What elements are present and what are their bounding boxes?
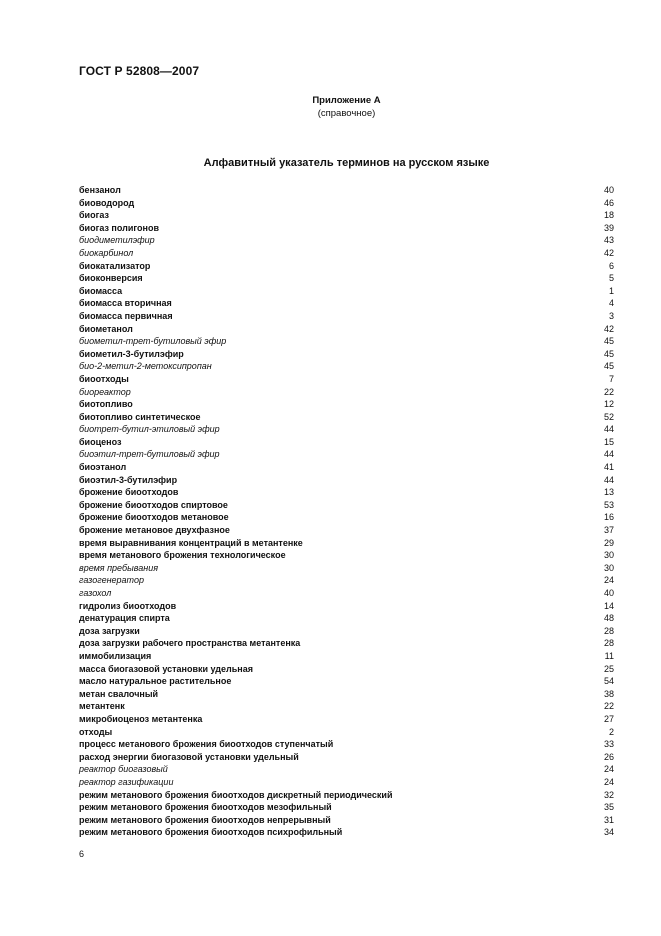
- index-entry-page: 30: [603, 550, 614, 561]
- index-entry-term: биодиметилэфир: [79, 235, 155, 246]
- index-entry-page: 41: [603, 462, 614, 473]
- index-entry: [79, 423, 614, 436]
- index-entry-term: биокатализатор: [79, 260, 151, 271]
- index-entry: [79, 335, 614, 348]
- index-entry-term: брожение биоотходов спиртовое: [79, 499, 228, 510]
- index-entry: [79, 562, 614, 575]
- index-entry-page: 15: [603, 436, 614, 447]
- index-entry: [79, 663, 614, 676]
- index-entry: [79, 789, 614, 802]
- index-entry-page: 30: [603, 562, 614, 573]
- index-entry-term: денатурация спирта: [79, 613, 170, 624]
- index-entry-term: биомасса: [79, 285, 123, 296]
- index-entry: [79, 486, 614, 499]
- index-entry: [79, 688, 614, 701]
- appendix-note: (справочное): [317, 108, 376, 119]
- index-entry-term: масса биогазовой установки удельная: [79, 663, 253, 674]
- index-entry-page: 42: [603, 247, 614, 258]
- index-entry: [79, 184, 614, 197]
- index-entry: [79, 625, 614, 638]
- index-entry-term: режим метанового брожения биоотходов непрерывный: [79, 814, 331, 825]
- index-entry-term: реактор газификации: [79, 776, 174, 787]
- index-entry-term: газохол: [79, 588, 112, 598]
- index-entry-page: 48: [603, 613, 614, 624]
- index-entry-page: 54: [603, 676, 614, 687]
- index-entry-term: биореактор: [79, 386, 131, 397]
- index-entry-term: биоконверсия: [79, 273, 143, 284]
- index-entry-page: 7: [608, 373, 614, 384]
- index-entry: [79, 549, 614, 562]
- index-entry: [79, 801, 614, 814]
- index-entry-page: 44: [603, 474, 614, 485]
- index-entry-page: 40: [603, 588, 614, 598]
- index-entry-page: 22: [603, 386, 614, 397]
- index-entry-page: 27: [603, 713, 614, 724]
- index-entry-term: доза загрузки рабочего пространства метантенка: [79, 638, 301, 649]
- index-entry-page: 4: [608, 298, 614, 309]
- index-entry-term: время пребывания: [79, 562, 159, 573]
- index-entry: [79, 637, 614, 650]
- index-entry-term: гидролиз биоотходов: [79, 600, 177, 611]
- index-entry-page: 28: [603, 638, 614, 649]
- index-entry-term: процесс метанового брожения биоотходов ступенчатый: [79, 739, 334, 750]
- index-entry: [79, 726, 614, 739]
- index-entry-term: биомасса вторичная: [79, 298, 172, 309]
- index-entry-term: биоценоз: [79, 436, 122, 447]
- index-entry: [79, 448, 614, 461]
- index-entry-term: биогаз: [79, 210, 109, 221]
- index-entry-page: 14: [603, 600, 614, 611]
- index-entry: [79, 499, 614, 512]
- index-entry-term: биотопливо синтетическое: [79, 411, 201, 422]
- index-entry: [79, 323, 614, 336]
- index-entry: [79, 360, 614, 373]
- index-entry: [79, 247, 614, 260]
- index-entry-page: 24: [603, 764, 614, 775]
- index-entry-term: биотопливо: [79, 399, 133, 410]
- document-code-header: ГОСТ Р 52808—2007: [79, 64, 200, 78]
- index-entry: [79, 297, 614, 310]
- index-entry: [79, 776, 614, 789]
- index-entry-term: масло натуральное растительное: [79, 676, 232, 687]
- index-entry-page: 33: [603, 739, 614, 750]
- index-entry: [79, 285, 614, 298]
- index-entry-page: 28: [603, 625, 614, 636]
- index-entry-page: 24: [603, 575, 614, 586]
- index-entry-page: 13: [603, 487, 614, 498]
- appendix-title: Приложение А: [312, 95, 381, 106]
- index-entry-term: иммобилизация: [79, 650, 152, 661]
- index-entry-term: био-2-метил-2-метоксипропан: [79, 361, 212, 372]
- index-entry-term: метантенк: [79, 701, 125, 712]
- index-entry: [79, 234, 614, 247]
- index-entry: [79, 612, 614, 625]
- index-entry: [79, 209, 614, 222]
- index-entry-page: 45: [603, 336, 614, 347]
- index-entry-page: 53: [603, 499, 614, 510]
- index-entry: [79, 474, 614, 487]
- index-entry: [79, 260, 614, 273]
- index-entry-page: 31: [603, 814, 614, 825]
- index-entry-page: 2: [608, 726, 614, 737]
- index-entry-page: 42: [603, 323, 614, 334]
- index-entry: [79, 398, 614, 411]
- index-entry-page: 38: [603, 688, 614, 699]
- index-entry-term: биометанол: [79, 323, 133, 334]
- index-entry-page: 5: [608, 273, 614, 284]
- index-entry-term: микробиоценоз метантенка: [79, 713, 203, 724]
- index-entry: [79, 537, 614, 550]
- index-entry-term: отходы: [79, 726, 113, 737]
- index-entry: [79, 373, 614, 386]
- index-entry: [79, 600, 614, 613]
- index-entry-page: 26: [603, 751, 614, 762]
- index-entry: [79, 222, 614, 235]
- index-entry-term: бензанол: [79, 185, 121, 195]
- index-entry-term: биоэтанол: [79, 462, 127, 473]
- index-title: Алфавитный указатель терминов на русском языке: [203, 157, 490, 169]
- index-entry-page: 45: [603, 361, 614, 372]
- index-entry-page: 32: [603, 789, 614, 800]
- page-number: 6: [79, 849, 85, 859]
- index-entry-page: 16: [603, 512, 614, 523]
- index-entry-term: доза загрузки: [79, 625, 140, 636]
- index-entry: [79, 814, 614, 827]
- index-entry-term: брожение метановое двухфазное: [79, 525, 230, 536]
- index-entry-page: 46: [603, 197, 614, 208]
- index-entry-page: 1: [608, 285, 614, 296]
- index-entry-term: биоотходы: [79, 373, 129, 384]
- index-entry: [79, 826, 614, 839]
- index-entry-page: 3: [608, 310, 614, 321]
- index-entry: [79, 436, 614, 449]
- index-entry: [79, 461, 614, 474]
- index-entry-page: 22: [603, 701, 614, 712]
- index-entry: [79, 751, 614, 764]
- index-entry-term: биотрет-бутил-этиловый эфир: [79, 424, 220, 435]
- index-entry: [79, 650, 614, 663]
- index-entry-term: газогенератор: [79, 575, 144, 586]
- index-entry-page: 52: [603, 411, 614, 422]
- index-entry: [79, 511, 614, 524]
- index-entry: [79, 587, 614, 600]
- index-entry-page: 44: [603, 449, 614, 460]
- term-index-list: [79, 184, 614, 839]
- index-entry-term: режим метанового брожения биоотходов мезофильный: [79, 802, 332, 813]
- index-entry-page: 35: [603, 802, 614, 813]
- index-entry-term: биоэтил-3-бутилэфир: [79, 474, 178, 485]
- index-entry: [79, 524, 614, 537]
- index-entry-page: 29: [603, 537, 614, 548]
- index-entry-term: расход энергии биогазовой установки удельный: [79, 751, 299, 762]
- index-entry: [79, 272, 614, 285]
- index-entry: [79, 700, 614, 713]
- index-entry-page: 40: [603, 185, 614, 195]
- index-entry-page: 44: [603, 424, 614, 435]
- index-entry-page: 24: [603, 776, 614, 787]
- index-entry-page: 25: [603, 663, 614, 674]
- index-entry-page: 43: [603, 235, 614, 246]
- index-entry: [79, 738, 614, 751]
- index-entry-term: время метанового брожения технологическое: [79, 550, 286, 561]
- index-entry-term: биоводород: [79, 197, 135, 208]
- index-entry: [79, 197, 614, 210]
- index-entry-term: биоэтил-трет-бутиловый эфир: [79, 449, 220, 460]
- index-entry-term: биометил-трет-бутиловый эфир: [79, 336, 227, 347]
- index-entry: [79, 310, 614, 323]
- index-entry-term: биокарбинол: [79, 247, 134, 258]
- index-entry-page: 18: [603, 210, 614, 221]
- index-entry-page: 12: [603, 399, 614, 410]
- index-entry-page: 6: [608, 260, 614, 271]
- index-entry: [79, 675, 614, 688]
- index-entry-term: время выравнивания концентраций в метантенке: [79, 537, 303, 548]
- index-entry: [79, 386, 614, 399]
- index-entry-term: биомасса первичная: [79, 310, 173, 321]
- index-entry-page: 11: [604, 650, 614, 661]
- index-entry-term: метан свалочный: [79, 688, 159, 699]
- index-entry-term: брожение биоотходов метановое: [79, 512, 229, 523]
- index-entry-term: режим метанового брожения биоотходов психрофильный: [79, 827, 343, 838]
- index-entry-page: 37: [603, 525, 614, 536]
- index-entry-term: реактор биогазовый: [79, 764, 168, 775]
- index-entry-term: брожение биоотходов: [79, 487, 179, 498]
- index-entry-page: 39: [603, 222, 614, 233]
- index-entry: [79, 348, 614, 361]
- index-entry: [79, 574, 614, 587]
- index-entry-term: режим метанового брожения биоотходов дискретный периодический: [79, 789, 393, 800]
- index-entry-term: биогаз полигонов: [79, 222, 159, 233]
- index-entry-page: 45: [603, 348, 614, 359]
- index-entry: [79, 411, 614, 424]
- index-entry: [79, 713, 614, 726]
- index-entry-page: 34: [603, 827, 614, 838]
- index-entry-term: биометил-3-бутилэфир: [79, 348, 184, 359]
- index-entry: [79, 763, 614, 776]
